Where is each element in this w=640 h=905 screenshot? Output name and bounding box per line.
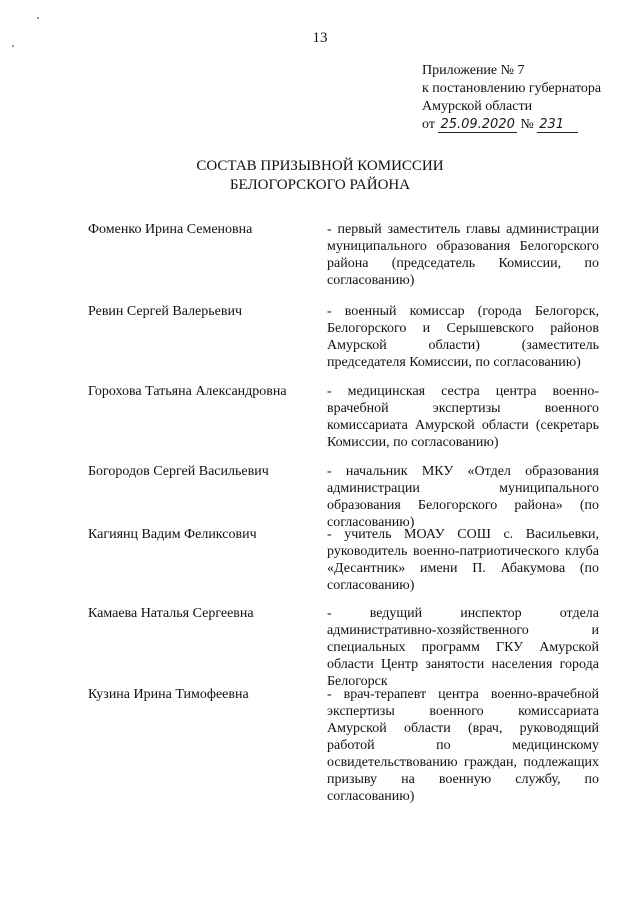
member-role: - начальник МКУ «Отдел образования администрации муниципального образования Белогорского района» (по согласованию) bbox=[327, 464, 599, 530]
member-name: Кузина Ирина Тимофеевна bbox=[88, 687, 249, 702]
appendix-header bbox=[422, 62, 632, 134]
title-line-2: БЕЛОГОРСКОГО РАЙОНА bbox=[229, 177, 411, 193]
member-role: - медицинская сестра центра военно-врачебной экспертизы военного комиссариата Амурской области (секретарь Комиссии, по согласованию) bbox=[327, 384, 599, 450]
page-number: 13 bbox=[312, 30, 328, 46]
title-line-1: СОСТАВ ПРИЗЫВНОЙ КОМИССИИ bbox=[196, 158, 444, 174]
member-name: Богородов Сергей Васильевич bbox=[88, 464, 269, 479]
member-role: - ведущий инспектор отдела административно-хозяйственного и специальных программ ГКУ Амурской области Центр занятости населения города Белогорск bbox=[327, 606, 599, 689]
member-name: Кагиянц Вадим Феликсович bbox=[88, 527, 257, 542]
scan-speck bbox=[37, 17, 39, 19]
handwritten-date: 25.09.2020 bbox=[440, 117, 515, 132]
date-prefix: от bbox=[422, 117, 435, 132]
appendix-label: Приложение № 7 bbox=[422, 63, 525, 78]
appendix-region: Амурской области bbox=[422, 99, 533, 114]
appendix-resolution: к постановлению губернатора bbox=[422, 81, 602, 96]
member-name: Горохова Татьяна Александровна bbox=[88, 384, 287, 399]
member-role: - учитель МОАУ СОШ с. Васильевки, руководитель военно-патриотического клуба «Десантник» имени П. Абакумова (по согласованию) bbox=[327, 527, 599, 593]
member-role: - первый заместитель главы администрации муниципального образования Белогорского района (председатель Комиссии, по согласованию) bbox=[327, 222, 599, 288]
member-name: Фоменко Ирина Семеновна bbox=[88, 222, 253, 237]
handwritten-number: 231 bbox=[537, 117, 578, 133]
appendix-date-line bbox=[422, 116, 632, 134]
member-role: - военный комиссар (города Белогорск, Белогорского и Серышевского районов Амурской области) (заместитель председателя Комиссии, по согласованию) bbox=[327, 304, 599, 370]
document-title bbox=[0, 157, 640, 195]
member-role: - врач-терапевт центра военно-врачебной экспертизы военного комиссариата Амурской области (врач, руководящий работой по медицинскому освидетельствованию граждан, подлежащих призыву на военную службу, по согласованию) bbox=[327, 687, 599, 804]
member-name: Камаева Наталья Сергеевна bbox=[88, 606, 254, 621]
member-name: Ревин Сергей Валерьевич bbox=[88, 304, 243, 319]
number-label: № bbox=[520, 117, 534, 132]
